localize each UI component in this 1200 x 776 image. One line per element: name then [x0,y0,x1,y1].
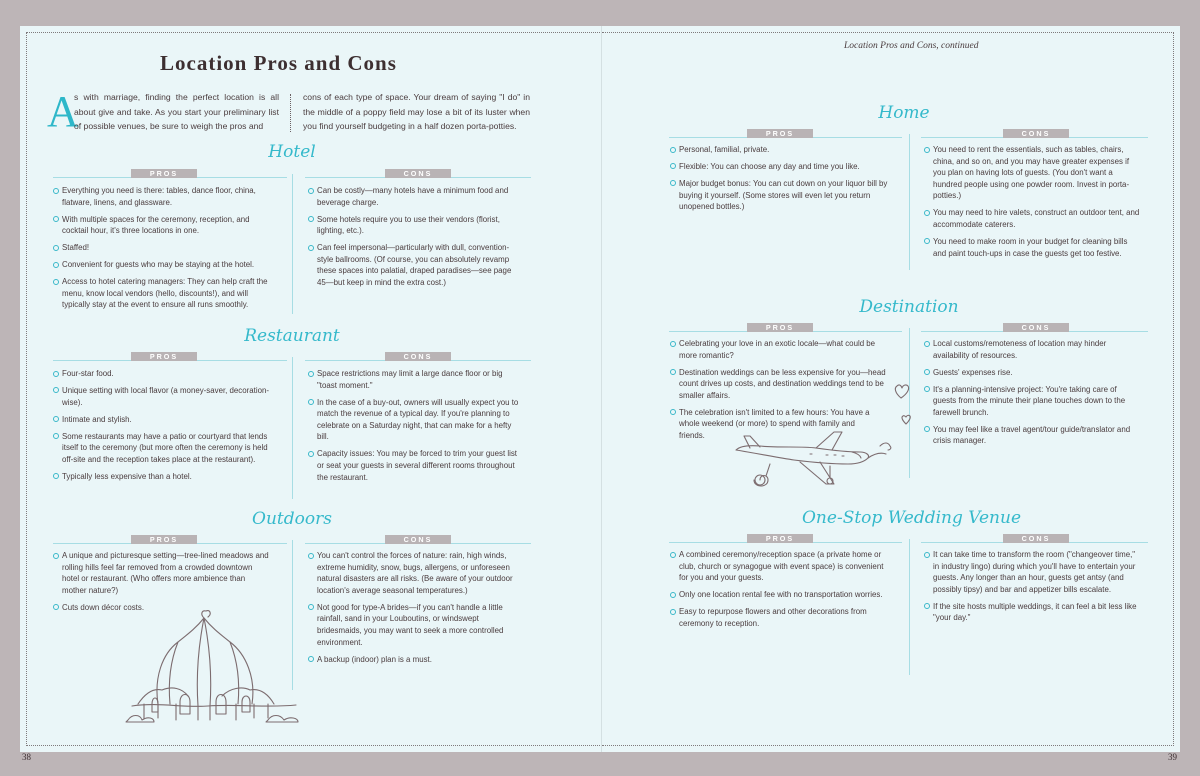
list-item: You may need to hire valets, construct an outdoor tent, and accommodate caterers. [924,207,1142,230]
bullet-circle-icon [924,210,930,216]
list-item: Access to hotel catering managers: They can help craft the menu, know local vendors (hello, discounts!), and will typically stay at the event to ensure all runs smoothly. [53,276,271,311]
pros-badge: PROS [131,535,197,544]
bullet-circle-icon [53,473,59,479]
restaurant-cons-list [308,368,522,489]
list-item: A backup (indoor) plan is a must. [308,654,522,666]
list-item: Destination weddings can be less expensive for you—head count drives up costs, and destination weddings tend to be smaller affairs. [670,367,892,402]
bullet-circle-icon [308,188,314,194]
list-item: Staffed! [53,242,271,254]
intro-column-1: s with marriage, finding the perfect location is all about give and take. As you start your preliminary list of possible venues, be sure to weigh the pros and [74,92,279,132]
list-item: Guests' expenses rise. [924,367,1142,379]
tent-illustration [118,608,313,728]
cons-badge: CONS [385,169,451,178]
list-item: Cuts down décor costs. [53,602,271,614]
hearts-illustration [892,382,918,428]
bullet-circle-icon [670,369,676,375]
cons-badge: CONS [385,535,451,544]
list-item: A combined ceremony/reception space (a private home or club, church or synagogue with event space) is convenient for you and your guests. [670,549,892,584]
bullet-circle-icon [308,451,314,457]
bullet-circle-icon [924,369,930,375]
column-divider [292,174,293,314]
bullet-circle-icon [53,604,59,610]
destination-cons-list [924,338,1142,452]
continued-header: Location Pros and Cons, continued [844,41,979,51]
intro-column-2: cons of each type of space. Your dream of saying "I do" in the middle of a poppy field may lose a bit of its luster when you find yourself budgeting in a half dozen porta-potties. [303,92,530,132]
section-title-home: Home [878,103,930,123]
bullet-circle-icon [670,180,676,186]
section-title-destination: Destination [859,297,959,317]
list-item: Can feel impersonal—particularly with dull, convention-style ballrooms. (Of course, you can absolutely revamp these spaces into palatial, draped paradises—see page 45—but keep in mind the extra cost.) [308,242,522,288]
bullet-circle-icon [924,603,930,609]
drop-cap: A [47,87,79,136]
airplane-illustration [730,428,902,500]
list-item: Some hotels require you to use their vendors (florist, lighting, etc.). [308,214,522,237]
right-page [602,26,1180,752]
list-item: Capacity issues: You may be forced to trim your guest list or seat your guests in several different rooms throughout the restaurant. [308,448,522,483]
list-item: Personal, familial, private. [670,144,892,156]
bullet-circle-icon [53,433,59,439]
list-item: In the case of a buy-out, owners will usually expect you to match the revenue of a typical day. If you're planning to celebrate on a Saturday night, that can make for a hefty bill. [308,397,522,443]
section-title-restaurant: Restaurant [244,326,340,346]
list-item: It can take time to transform the room ("changeover time," in industry lingo) during which you'll have to entertain your guests. Any longer than an hour, guests get antsy (and possibly tipsy) and bar and appetizer bills escalate. [924,549,1142,595]
list-item: A unique and picturesque setting—tree-lined meadows and rolling hills feel far removed from a crowded downtown hotel or restaurant. (Who offers more ambience than mother nature?) [53,550,271,596]
column-divider [909,134,910,270]
list-item: Everything you need is there: tables, dance floor, china, flatware, linens, and glassware. [53,185,271,208]
bullet-circle-icon [670,552,676,558]
page-number-left: 38 [22,752,31,762]
bullet-circle-icon [924,426,930,432]
list-item: If the site hosts multiple weddings, it can feel a bit less like "your day." [924,601,1142,624]
pros-badge: PROS [131,352,197,361]
list-item: Unique setting with local flavor (a money-saver, decoration-wise). [53,385,271,408]
intro-divider [290,94,291,132]
bullet-circle-icon [53,553,59,559]
bullet-circle-icon [53,279,59,285]
one-stop-cons-list [924,549,1142,629]
list-item: It's a planning-intensive project: You're taking care of guests from the minute their plane touches down to the farewell brunch. [924,384,1142,419]
list-item: With multiple spaces for the ceremony, reception, and cocktail hour, it's three locations in one. [53,214,271,237]
list-item: Easy to repurpose flowers and other decorations from ceremony to reception. [670,606,892,629]
list-item: Intimate and stylish. [53,414,271,426]
bullet-circle-icon [924,341,930,347]
list-item: Some restaurants may have a patio or courtyard that lends itself to the ceremony (but more often the ceremony is held off-site and the reception takes place at the restaurant). [53,431,271,466]
bullet-circle-icon [53,262,59,268]
section-title-one-stop-venue: One-Stop Wedding Venue [802,508,1022,528]
list-item: Not good for type-A brides—if you can't handle a little rainfall, sand in your Louboutins, or windswept bridesmaids, you may want to seek a more controlled environment. [308,602,522,648]
bullet-circle-icon [308,245,314,251]
cons-badge: CONS [1003,323,1069,332]
list-item: Major budget bonus: You can cut down on your liquor bill by buying it yourself. (Some stores will even let you return unopened bottles.) [670,178,892,213]
column-divider [909,539,910,675]
page-title: Location Pros and Cons [160,51,397,75]
hotel-cons-list [308,185,522,294]
bullet-circle-icon [308,399,314,405]
list-item: Space restrictions may limit a large dance floor or big "toast moment." [308,368,522,391]
pros-badge: PROS [747,129,813,138]
bullet-circle-icon [53,416,59,422]
pros-badge: PROS [131,169,197,178]
section-title-hotel: Hotel [268,142,316,162]
bullet-circle-icon [924,552,930,558]
bullet-circle-icon [924,238,930,244]
pros-badge: PROS [747,534,813,543]
bullet-circle-icon [924,147,930,153]
bullet-circle-icon [53,245,59,251]
bullet-circle-icon [53,216,59,222]
bullet-circle-icon [308,553,314,559]
list-item: Four-star food. [53,368,271,380]
hotel-pros-list [53,185,271,316]
one-stop-pros-list [670,549,892,635]
pros-badge: PROS [747,323,813,332]
bullet-circle-icon [53,371,59,377]
page-number-right: 39 [1168,752,1177,762]
home-pros-list [670,144,892,218]
list-item: Local customs/remoteness of location may hinder availability of resources. [924,338,1142,361]
left-page [20,26,602,752]
bullet-circle-icon [670,147,676,153]
cons-badge: CONS [385,352,451,361]
bullet-circle-icon [924,386,930,392]
list-item: Flexible: You can choose any day and time you like. [670,161,892,173]
list-item: Convenient for guests who may be staying at the hotel. [53,259,271,271]
bullet-circle-icon [53,387,59,393]
bullet-circle-icon [308,216,314,222]
bullet-circle-icon [670,609,676,615]
cons-badge: CONS [1003,534,1069,543]
list-item: Typically less expensive than a hotel. [53,471,271,483]
list-item: You need to make room in your budget for cleaning bills and paint touch-ups in case the guests get too festive. [924,236,1142,259]
outdoors-cons-list [308,550,522,671]
list-item: Celebrating your love in an exotic locale—what could be more romantic? [670,338,892,361]
list-item: The celebration isn't limited to a few hours: You have a whole weekend (or more) to spend with family and friends. [670,407,875,442]
bullet-circle-icon [670,163,676,169]
bullet-circle-icon [670,592,676,598]
column-divider [292,357,293,499]
restaurant-pros-list [53,368,271,488]
bullet-circle-icon [670,409,676,415]
section-title-outdoors: Outdoors [252,509,332,529]
list-item: You may feel like a travel agent/tour guide/translator and crisis manager. [924,424,1142,447]
bullet-circle-icon [670,341,676,347]
bullet-circle-icon [53,188,59,194]
home-cons-list [924,144,1142,265]
bullet-circle-icon [308,371,314,377]
list-item: Can be costly—many hotels have a minimum food and beverage charge. [308,185,522,208]
list-item: You can't control the forces of nature: rain, high winds, extreme humidity, snow, bugs, allergens, or unforeseen natural disasters are all risks. (Be aware of your outdoor location's average seasonal temperatures.) [308,550,522,596]
cons-badge: CONS [1003,129,1069,138]
list-item: Only one location rental fee with no transportation worries. [670,589,892,601]
list-item: You need to rent the essentials, such as tables, chairs, china, and so on, and you may have greater expenses if you plan on having lots of guests. (You don't want a hundred people using one powder room. Invest in porta-potties.) [924,144,1142,202]
